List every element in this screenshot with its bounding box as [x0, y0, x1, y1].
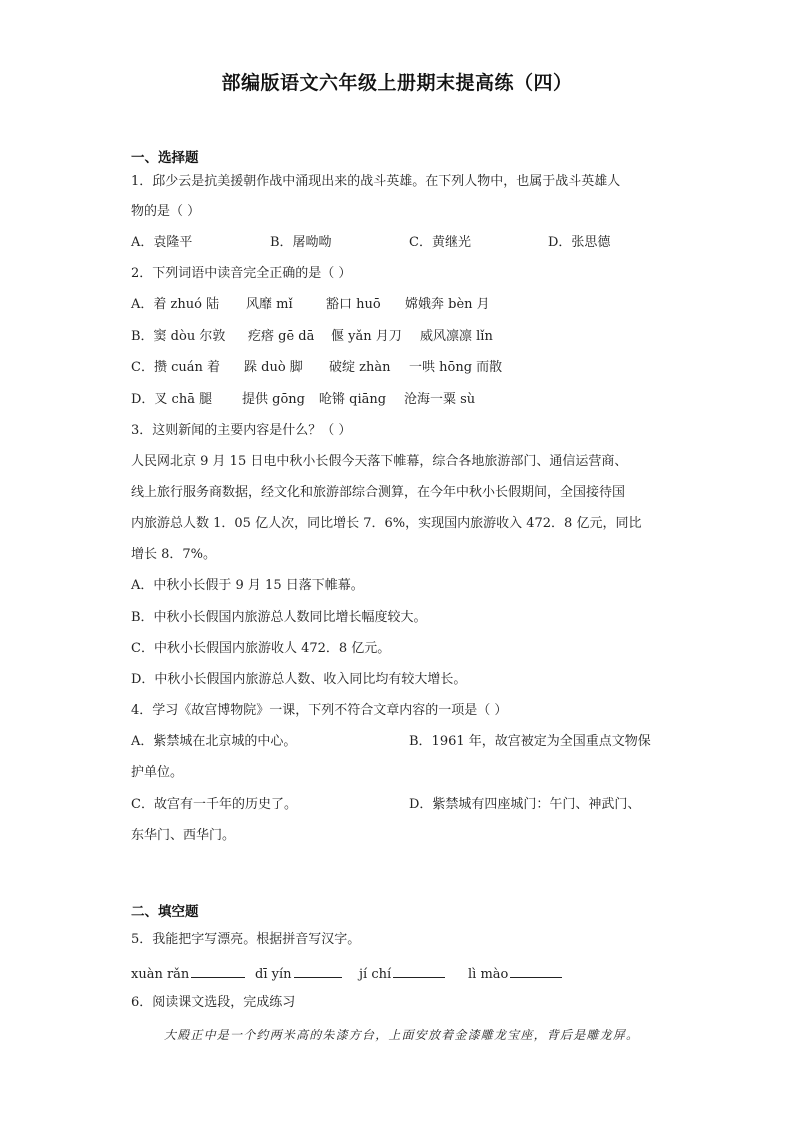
q4-stem: 4．学习《故宫博物院》一课，下列不符合文章内容的一项是（ ） — [131, 703, 508, 718]
q2-option-b-4: 威风凛凛 lǐn — [420, 329, 493, 344]
q2-option-d-3: 呛锵 qiāng — [319, 392, 387, 407]
q2-option-d-2: 提供 gōng — [242, 392, 305, 407]
q5-pinyin-item-2 — [255, 963, 342, 984]
q3-passage-line3: 内旅游总人数 1．05 亿人次，同比增长 7．6%，实现国内旅游收入 472．8 亿元，同比 — [131, 516, 642, 531]
q4-option-b-line1: B．1961 年，故宫被定为全国重点文物保 — [409, 734, 651, 749]
q5-pinyin-4: lì mào — [468, 967, 509, 982]
q5-pinyin-2: dī yín — [255, 967, 292, 982]
q2-option-d-1: D．叉 chā 腿 — [131, 392, 213, 407]
q3-passage-line4: 增长 8．7%。 — [131, 547, 217, 562]
q4-option-c: C．故宫有一千年的历史了。 — [131, 797, 297, 812]
q3-option-d: D．中秋小长假国内旅游总人数、收入同比均有较大增长。 — [131, 672, 467, 687]
q4-option-d-line2: 东华门、西华门。 — [131, 828, 236, 843]
q5-pinyin-item-1 — [131, 963, 245, 984]
section-heading-choice: 一、选择题 — [131, 150, 199, 166]
q2-option-a-3: 豁口 huō — [326, 297, 381, 312]
q1-stem-line1: 1．邱少云是抗美援朝作战中涌现出来的战斗英雄。在下列人物中，也属于战斗英雄人 — [131, 174, 621, 189]
q6-stem: 6．阅读课文选段，完成练习 — [131, 995, 296, 1010]
q4-option-a: A．紫禁城在北京城的中心。 — [131, 734, 297, 749]
q3-passage-line2: 线上旅行服务商数据，经文化和旅游部综合测算，在今年中秋小长假期间，全国接待国 — [131, 485, 626, 500]
q6-reading-passage: 大殿正中是一个约两米高的朱漆方台，上面安放着金漆雕龙宝座，背后是雕龙屏。 — [164, 1028, 640, 1042]
q5-stem: 5．我能把字写漂亮。根据拼音写汉字。 — [131, 932, 361, 947]
page-title: 部编版语文六年级上册期末提高练（四） — [221, 72, 573, 94]
q4-option-d-line1: D．紫禁城有四座城门：午门、神武门、 — [409, 797, 641, 812]
q3-option-b: B．中秋小长假国内旅游总人数同比增长幅度较大。 — [131, 610, 427, 625]
q2-option-c-1: C．攒 cuán 着 — [131, 360, 220, 375]
q1-option-c: C．黄继光 — [409, 235, 471, 250]
q2-option-a-1: A．着 zhuó 陆 — [131, 297, 220, 312]
q2-option-d-4: 沧海一粟 sù — [404, 392, 476, 407]
answer-blank-2[interactable] — [294, 963, 342, 978]
q5-pinyin-1: xuàn rǎn — [131, 967, 190, 982]
q4-option-b-line2: 护单位。 — [131, 765, 184, 780]
q5-pinyin-item-4 — [468, 963, 562, 984]
q2-option-b-2: 疙瘩 gē dā — [248, 329, 315, 344]
q1-option-b: B．屠呦呦 — [270, 235, 332, 250]
q5-pinyin-3: jí chí — [359, 967, 392, 982]
q2-option-a-4: 嫦娥奔 bèn 月 — [405, 297, 490, 312]
section-heading-fill: 二、填空题 — [131, 904, 199, 920]
q2-option-c-3: 破绽 zhàn — [329, 360, 391, 375]
q2-stem: 2．下列词语中读音完全正确的是（ ） — [131, 266, 352, 281]
q1-option-d: D．张思德 — [548, 235, 611, 250]
q2-option-a-2: 风靡 mǐ — [246, 297, 293, 312]
answer-blank-4[interactable] — [510, 963, 562, 978]
q3-option-c: C．中秋小长假国内旅游收人 472．8 亿元。 — [131, 641, 391, 656]
q3-stem: 3．这则新闻的主要内容是什么？（ ） — [131, 423, 352, 438]
q3-passage-line1: 人民网北京 9 月 15 日电中秋小长假今天落下帷幕，综合各地旅游部门、通信运营商、 — [131, 454, 628, 469]
q2-option-c-2: 跺 duò 脚 — [244, 360, 303, 375]
answer-blank-3[interactable] — [393, 963, 445, 978]
q2-option-b-1: B．窦 dòu 尔敦 — [131, 329, 226, 344]
q1-option-a: A．袁隆平 — [131, 235, 193, 250]
q3-option-a: A．中秋小长假于 9 月 15 日落下帷幕。 — [131, 578, 364, 593]
q2-option-c-4: 一哄 hōng 而散 — [409, 360, 503, 375]
q5-pinyin-item-3 — [359, 963, 445, 984]
q1-stem-line2: 物的是（ ） — [131, 204, 201, 219]
answer-blank-1[interactable] — [191, 963, 245, 978]
q2-option-b-3: 偃 yǎn 月刀 — [331, 329, 402, 344]
